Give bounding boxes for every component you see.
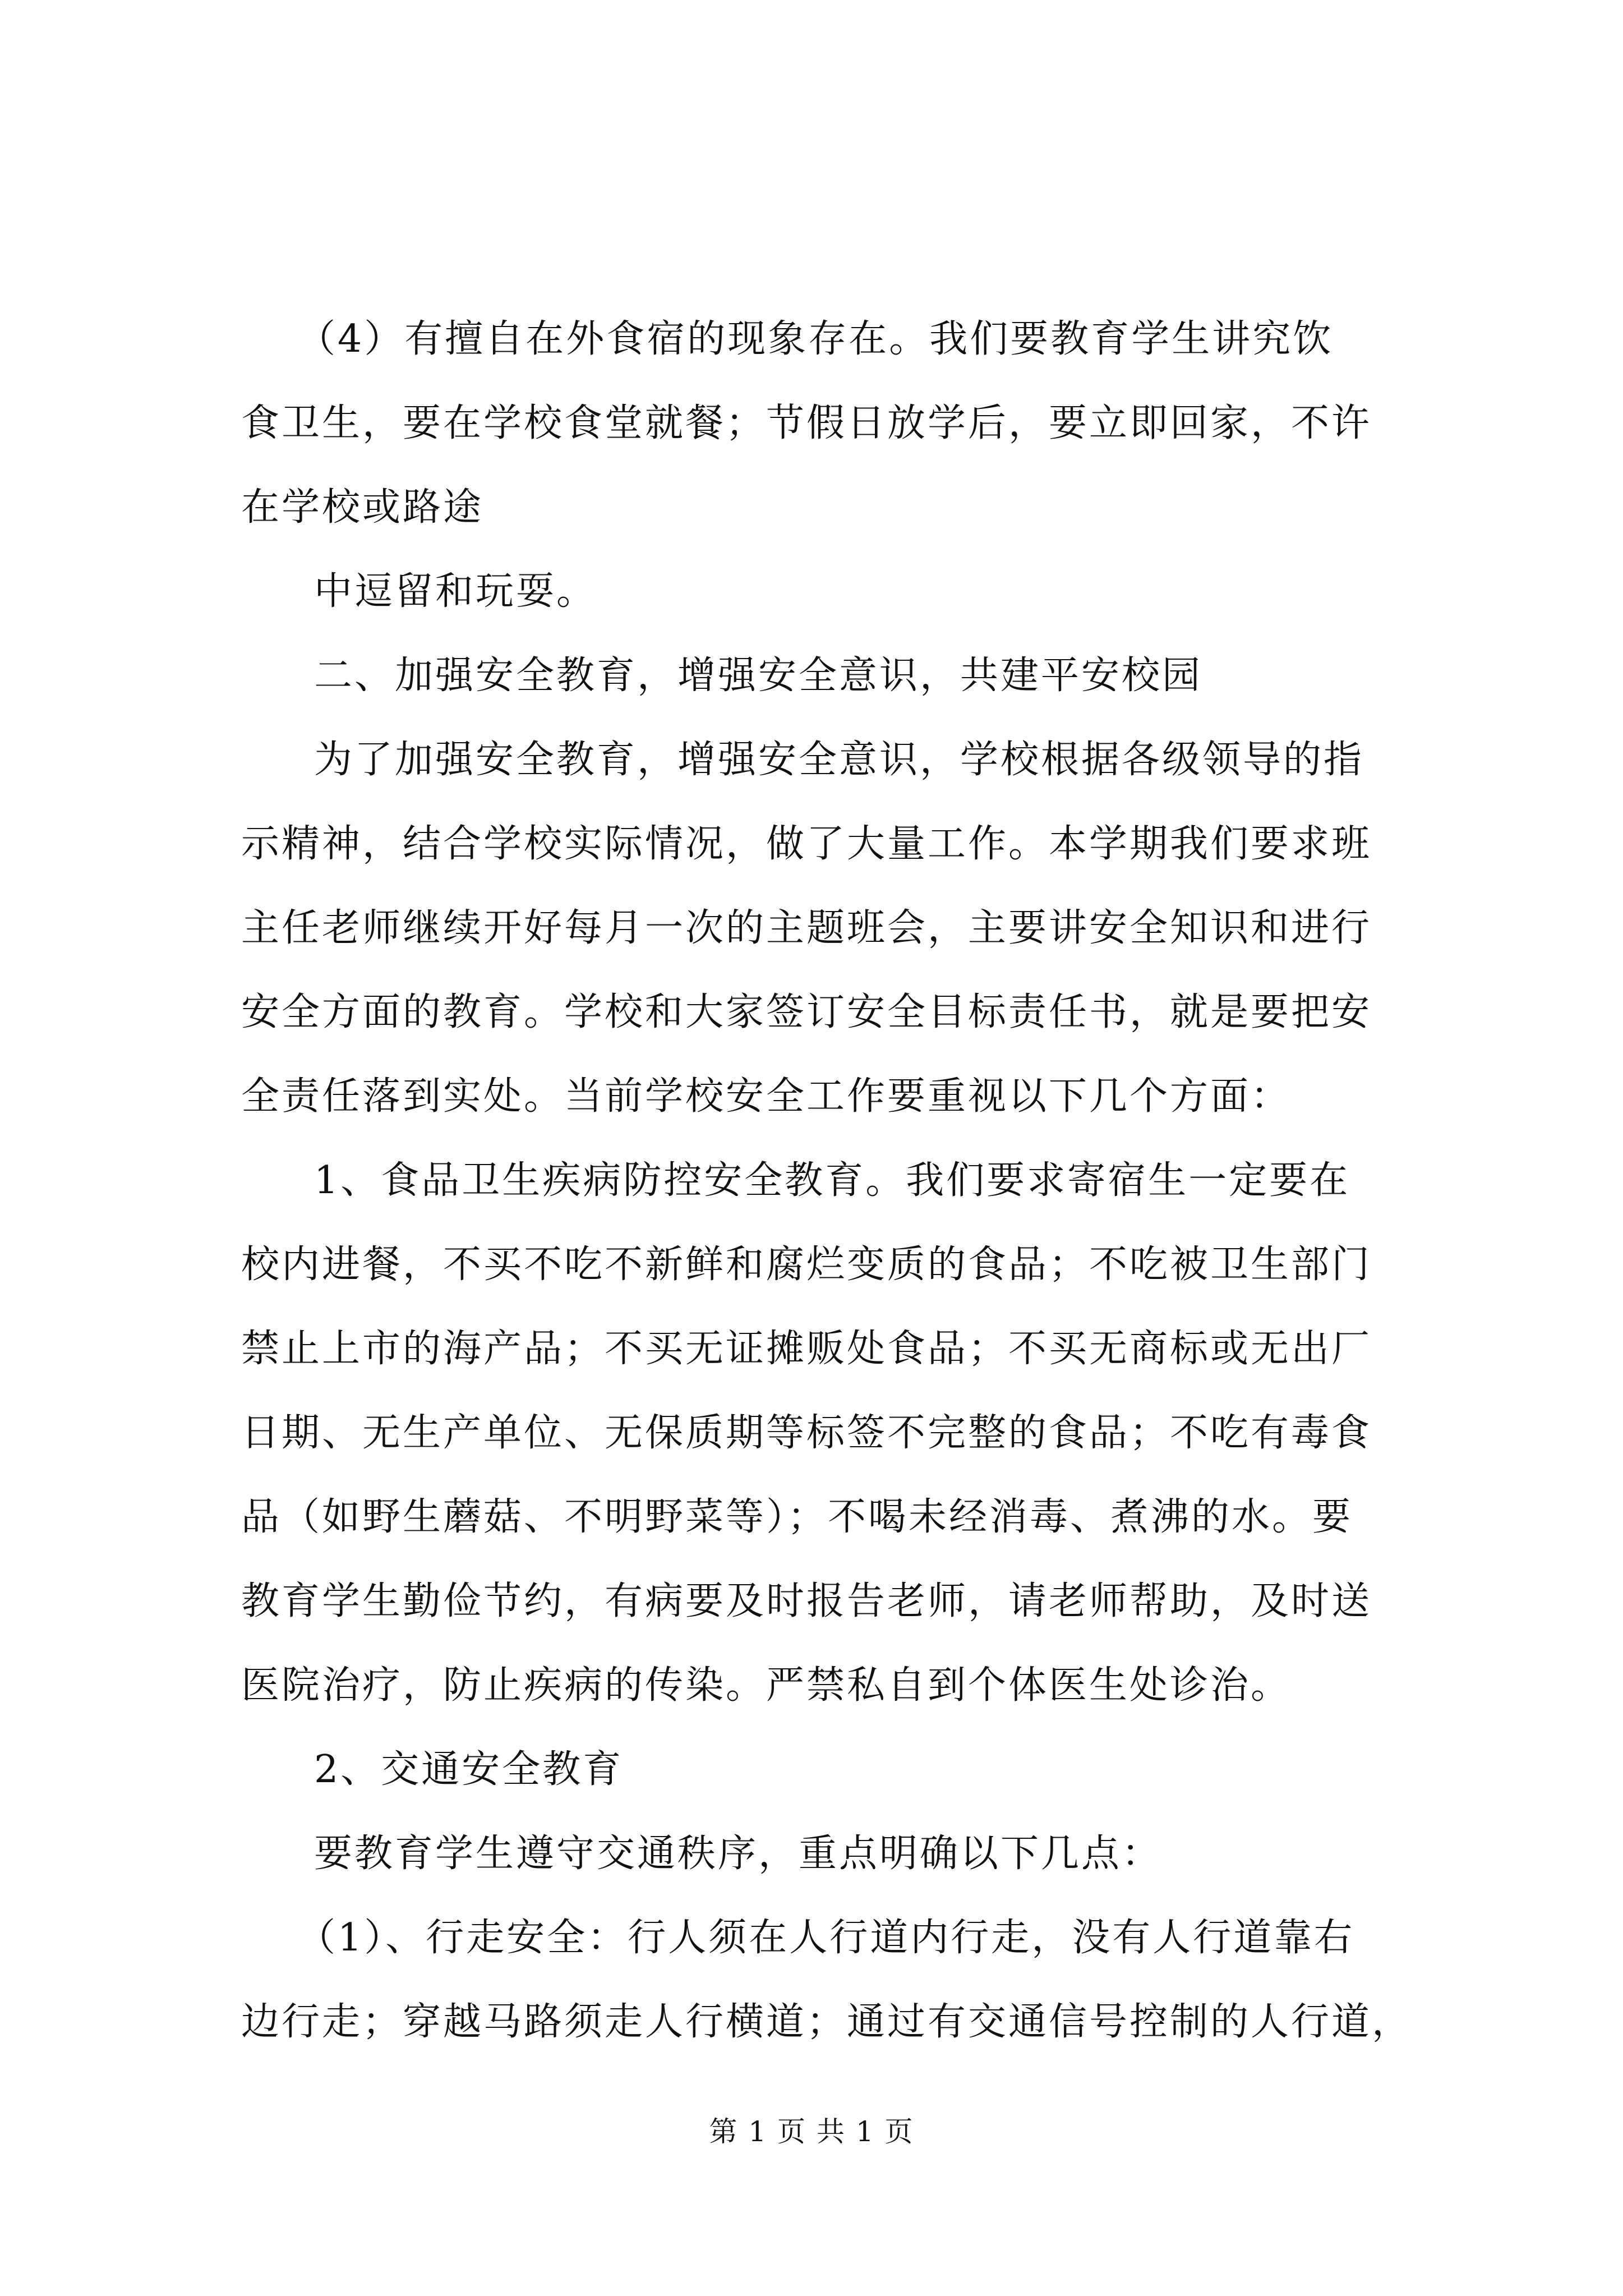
paragraph-line: 主任老师继续开好每月一次的主题班会，主要讲安全知识和进行: [241, 906, 1372, 950]
paragraph-line: 在学校或路途: [241, 485, 484, 530]
page-footer: 第 1 页 共 1 页: [709, 2115, 914, 2148]
paragraph-line: 1、食品卫生疾病防控安全教育。我们要求寄宿生一定要在: [314, 1158, 1350, 1203]
paragraph-line: 要教育学生遵守交通秩序，重点明确以下几点：: [314, 1832, 1163, 1876]
paragraph-line: 校内进餐，不买不吃不新鲜和腐烂变质的食品；不吃被卫生部门: [241, 1243, 1372, 1287]
paragraph-line: 中逗留和玩耍。: [314, 569, 597, 614]
document-body: [241, 297, 1413, 2064]
paragraph-line: 医院治疗，防止疾病的传染。严禁私自到个体医生处诊治。: [241, 1663, 1292, 1708]
paragraph-line: （4）有擅自在外食宿的现象存在。我们要教育学生讲究饮: [297, 317, 1334, 361]
paragraph-line: 日期、无生产单位、无保质期等标签不完整的食品；不吃有毒食: [241, 1411, 1372, 1455]
subsection-heading: 2、交通安全教育: [314, 1747, 624, 1792]
paragraph-line: （1）、行走安全：行人须在人行道内行走，没有人行道靠右: [297, 1916, 1355, 1960]
paragraph-line: 为了加强安全教育，增强安全意识，学校根据各级领导的指: [314, 738, 1364, 782]
paragraph-line: 示精神，结合学校实际情况，做了大量工作。本学期我们要求班: [241, 822, 1372, 866]
paragraph-line: 全责任落到实处。当前学校安全工作要重视以下几个方面：: [241, 1074, 1292, 1119]
paragraph-line: 教育学生勤俭节约，有病要及时报告老师，请老师帮助，及时送: [241, 1579, 1372, 1623]
paragraph-line: 食卫生，要在学校食堂就餐；节假日放学后，要立即回家，不许: [241, 401, 1372, 445]
paragraph-line: 禁止上市的海产品；不买无证摊贩处食品；不买无商标或无出厂: [241, 1327, 1372, 1371]
section-heading: 二、加强安全教育，增强安全意识，共建平安校园: [314, 654, 1203, 698]
paragraph-line: 品（如野生蘑菇、不明野菜等）；不喝未经消毒、煮沸的水。要: [241, 1495, 1353, 1539]
paragraph-line: 安全方面的教育。学校和大家签订安全目标责任书，就是要把安: [241, 990, 1372, 1034]
paragraph-line: 边行走；穿越马路须走人行横道；通过有交通信号控制的人行道，: [241, 2000, 1413, 2044]
